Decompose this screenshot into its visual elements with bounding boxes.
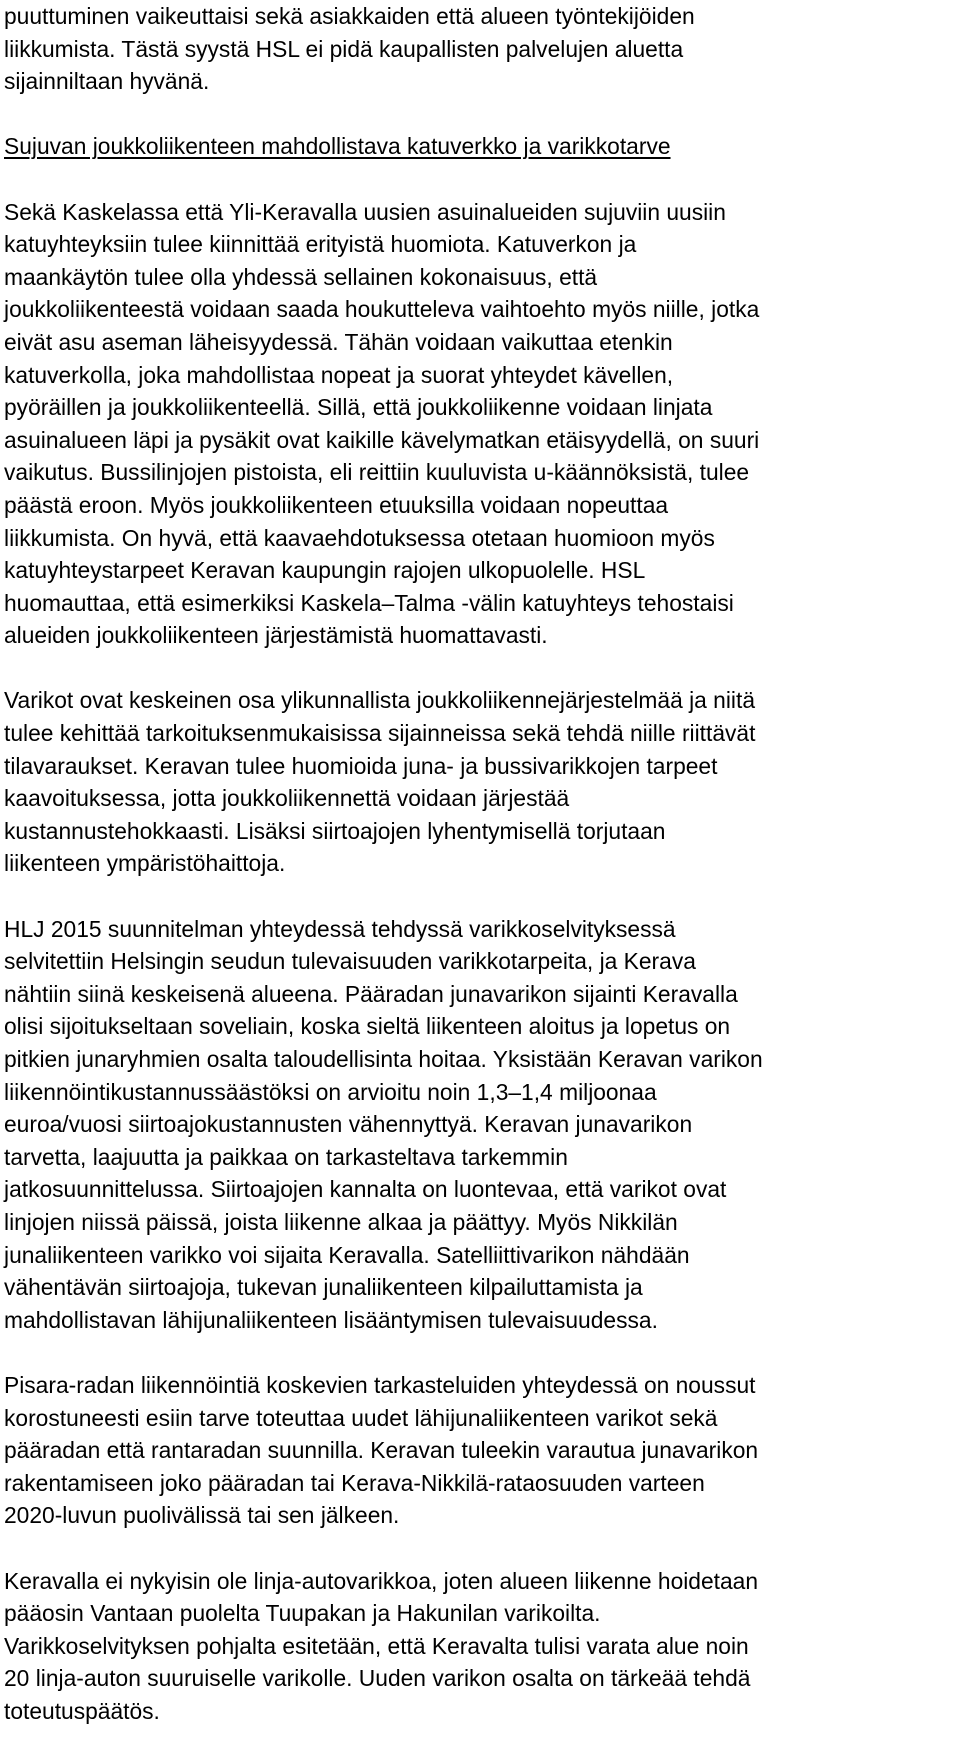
- text-line: tarvetta, laajuutta ja paikkaa on tarkasteltava tarkemmin: [4, 1143, 568, 1170]
- paragraph-bus-depot: [4, 1565, 960, 1728]
- paragraph-gap: [4, 1532, 960, 1565]
- paragraph-street-network: [4, 196, 960, 652]
- text-line: tilavaraukset. Keravan tulee huomioida juna- ja bussivarikkojen tarpeet: [4, 752, 718, 779]
- paragraph-gap: [4, 652, 960, 685]
- text-line: toteutuspäätös.: [4, 1697, 160, 1724]
- text-line: selvitettiin Helsingin seudun tulevaisuuden varikkotarpeita, ja Kerava: [4, 948, 696, 975]
- text-line: liikennöintikustannussäästöksi on arvioitu noin 1,3–1,4 miljoonaa: [4, 1078, 657, 1105]
- text-line: mahdollistavan lähijunaliikenteen lisääntymisen tulevaisuudessa.: [4, 1306, 658, 1333]
- text-line: Pisara-radan liikennöintiä koskevien tarkasteluiden yhteydessä on noussut: [4, 1371, 756, 1398]
- text-line: eivät asu aseman läheisyydessä. Tähän voidaan vaikuttaa etenkin: [4, 328, 673, 355]
- text-line: olisi sijoitukseltaan soveliain, koska sieltä liikenteen aloitus ja lopetus on: [4, 1013, 731, 1040]
- text-line: pääosin Vantaan puolelta Tuupakan ja Hakunilan varikoilta.: [4, 1600, 601, 1627]
- text-line: vaikutus. Bussilinjojen pistoista, eli reittiin kuuluvista u-käännöksistä, tulee: [4, 459, 750, 486]
- text-line: huomauttaa, että esimerkiksi Kaskela–Talma -välin katuyhteys tehostaisi: [4, 589, 734, 616]
- paragraph-gap: [4, 98, 960, 131]
- text-line: katuverkolla, joka mahdollistaa nopeat ja suorat yhteydet kävellen,: [4, 361, 674, 388]
- text-line: euroa/vuosi siirtoajokustannusten vähennyttyä. Keravan junavarikon: [4, 1111, 693, 1138]
- continuation-paragraph: [4, 0, 960, 98]
- text-line: korostuneesti esiin tarve toteuttaa uudet lähijunaliikenteen varikot sekä: [4, 1404, 718, 1431]
- text-line: katuyhteystarpeet Keravan kaupungin rajojen ulkopuolelle. HSL: [4, 557, 646, 584]
- text-line: pitkien junaryhmien osalta taloudellisinta hoitaa. Yksistään Keravan varikon: [4, 1046, 763, 1072]
- text-line: 2020-luvun puolivälissä tai sen jälkeen.: [4, 1502, 400, 1529]
- paragraph-gap: [4, 163, 960, 196]
- section-heading: Sujuvan joukkoliikenteen mahdollistava katuverkko ja varikkotarve: [4, 133, 671, 160]
- text-line: liikenteen ympäristöhaittoja.: [4, 850, 286, 877]
- paragraph-pisara-rail: [4, 1369, 960, 1532]
- paragraph-depots: [4, 684, 960, 880]
- text-line: nähtiin siinä keskeisenä alueena. Pääradan junavarikon sijainti Keravalla: [4, 980, 738, 1007]
- text-line: rakentamiseen joko pääradan tai Kerava-Nikkilä-rataosuuden varteen: [4, 1469, 705, 1496]
- text-line: HLJ 2015 suunnitelman yhteydessä tehdyssä varikkoselvityksessä: [4, 915, 676, 942]
- text-line: Sekä Kaskelassa että Yli-Keravalla uusien asuinalueiden sujuviin uusiin: [4, 198, 726, 225]
- text-line: sijainniltaan hyvänä.: [4, 68, 210, 95]
- text-line: liikkumista. On hyvä, että kaavaehdotuksessa otetaan huomioon myös: [4, 524, 715, 551]
- text-line: Varikot ovat keskeinen osa ylikunnallista joukkoliikennejärjestelmää ja niitä: [4, 687, 756, 714]
- text-line: alueiden joukkoliikenteen järjestämistä huomattavasti.: [4, 622, 548, 649]
- text-line: pyöräillen ja joukkoliikenteellä. Sillä, että joukkoliikenne voidaan linjata: [4, 394, 713, 421]
- text-line: joukkoliikenteestä voidaan saada houkutteleva vaihtoehto myös niille, jotka: [4, 296, 760, 323]
- text-line: asuinalueen läpi ja pysäkit ovat kaikille kävelymatkan etäisyydellä, on suuri: [4, 426, 760, 453]
- text-line: kustannustehokkaasti. Lisäksi siirtoajojen lyhentymisellä torjutaan: [4, 817, 666, 844]
- text-line: puuttuminen vaikeuttaisi sekä asiakkaiden että alueen työntekijöiden: [4, 3, 695, 29]
- text-line: kaavoituksessa, jotta joukkoliikennettä voidaan järjestää: [4, 785, 570, 812]
- text-line: päästä eroon. Myös joukkoliikenteen etuuksilla voidaan nopeuttaa: [4, 491, 669, 518]
- text-line: Varikkoselvityksen pohjalta esitetään, että Keravalta tulisi varata alue noin: [4, 1632, 749, 1659]
- text-line: tulee kehittää tarkoituksenmukaisissa sijainneissa sekä tehdä niille riittävät: [4, 720, 756, 747]
- text-line: maankäytön tulee olla yhdessä sellainen kokonaisuus, että: [4, 263, 598, 290]
- text-line: jatkosuunnittelussa. Siirtoajojen kannalta on luontevaa, että varikot ovat: [4, 1176, 727, 1203]
- text-line: junaliikenteen varikko voi sijaita Keravalla. Satelliittivarikon nähdään: [4, 1241, 690, 1268]
- text-line: linjojen niissä päissä, joista liikenne alkaa ja päättyy. Myös Nikkilän: [4, 1208, 678, 1235]
- text-line: katuyhteyksiin tulee kiinnittää erityistä huomiota. Katuverkon ja: [4, 231, 637, 258]
- text-line: 20 linja-auton suuruiselle varikolle. Uuden varikon osalta on tärkeää tehdä: [4, 1665, 751, 1692]
- document-body: [4, 0, 960, 1727]
- paragraph-gap: [4, 1336, 960, 1369]
- paragraph-gap: [4, 880, 960, 913]
- text-line: pääradan että rantaradan suunnilla. Keravan tuleekin varautua junavarikon: [4, 1437, 759, 1464]
- text-line: Keravalla ei nykyisin ole linja-autovarikkoa, joten alueen liikenne hoidetaan: [4, 1567, 759, 1594]
- text-line: liikkumista. Tästä syystä HSL ei pidä kaupallisten palvelujen aluetta: [4, 35, 684, 62]
- text-line: vähentävän siirtoajoja, tukevan junaliikenteen kilpailuttamista ja: [4, 1274, 643, 1301]
- paragraph-hlj-2015: [4, 913, 960, 1337]
